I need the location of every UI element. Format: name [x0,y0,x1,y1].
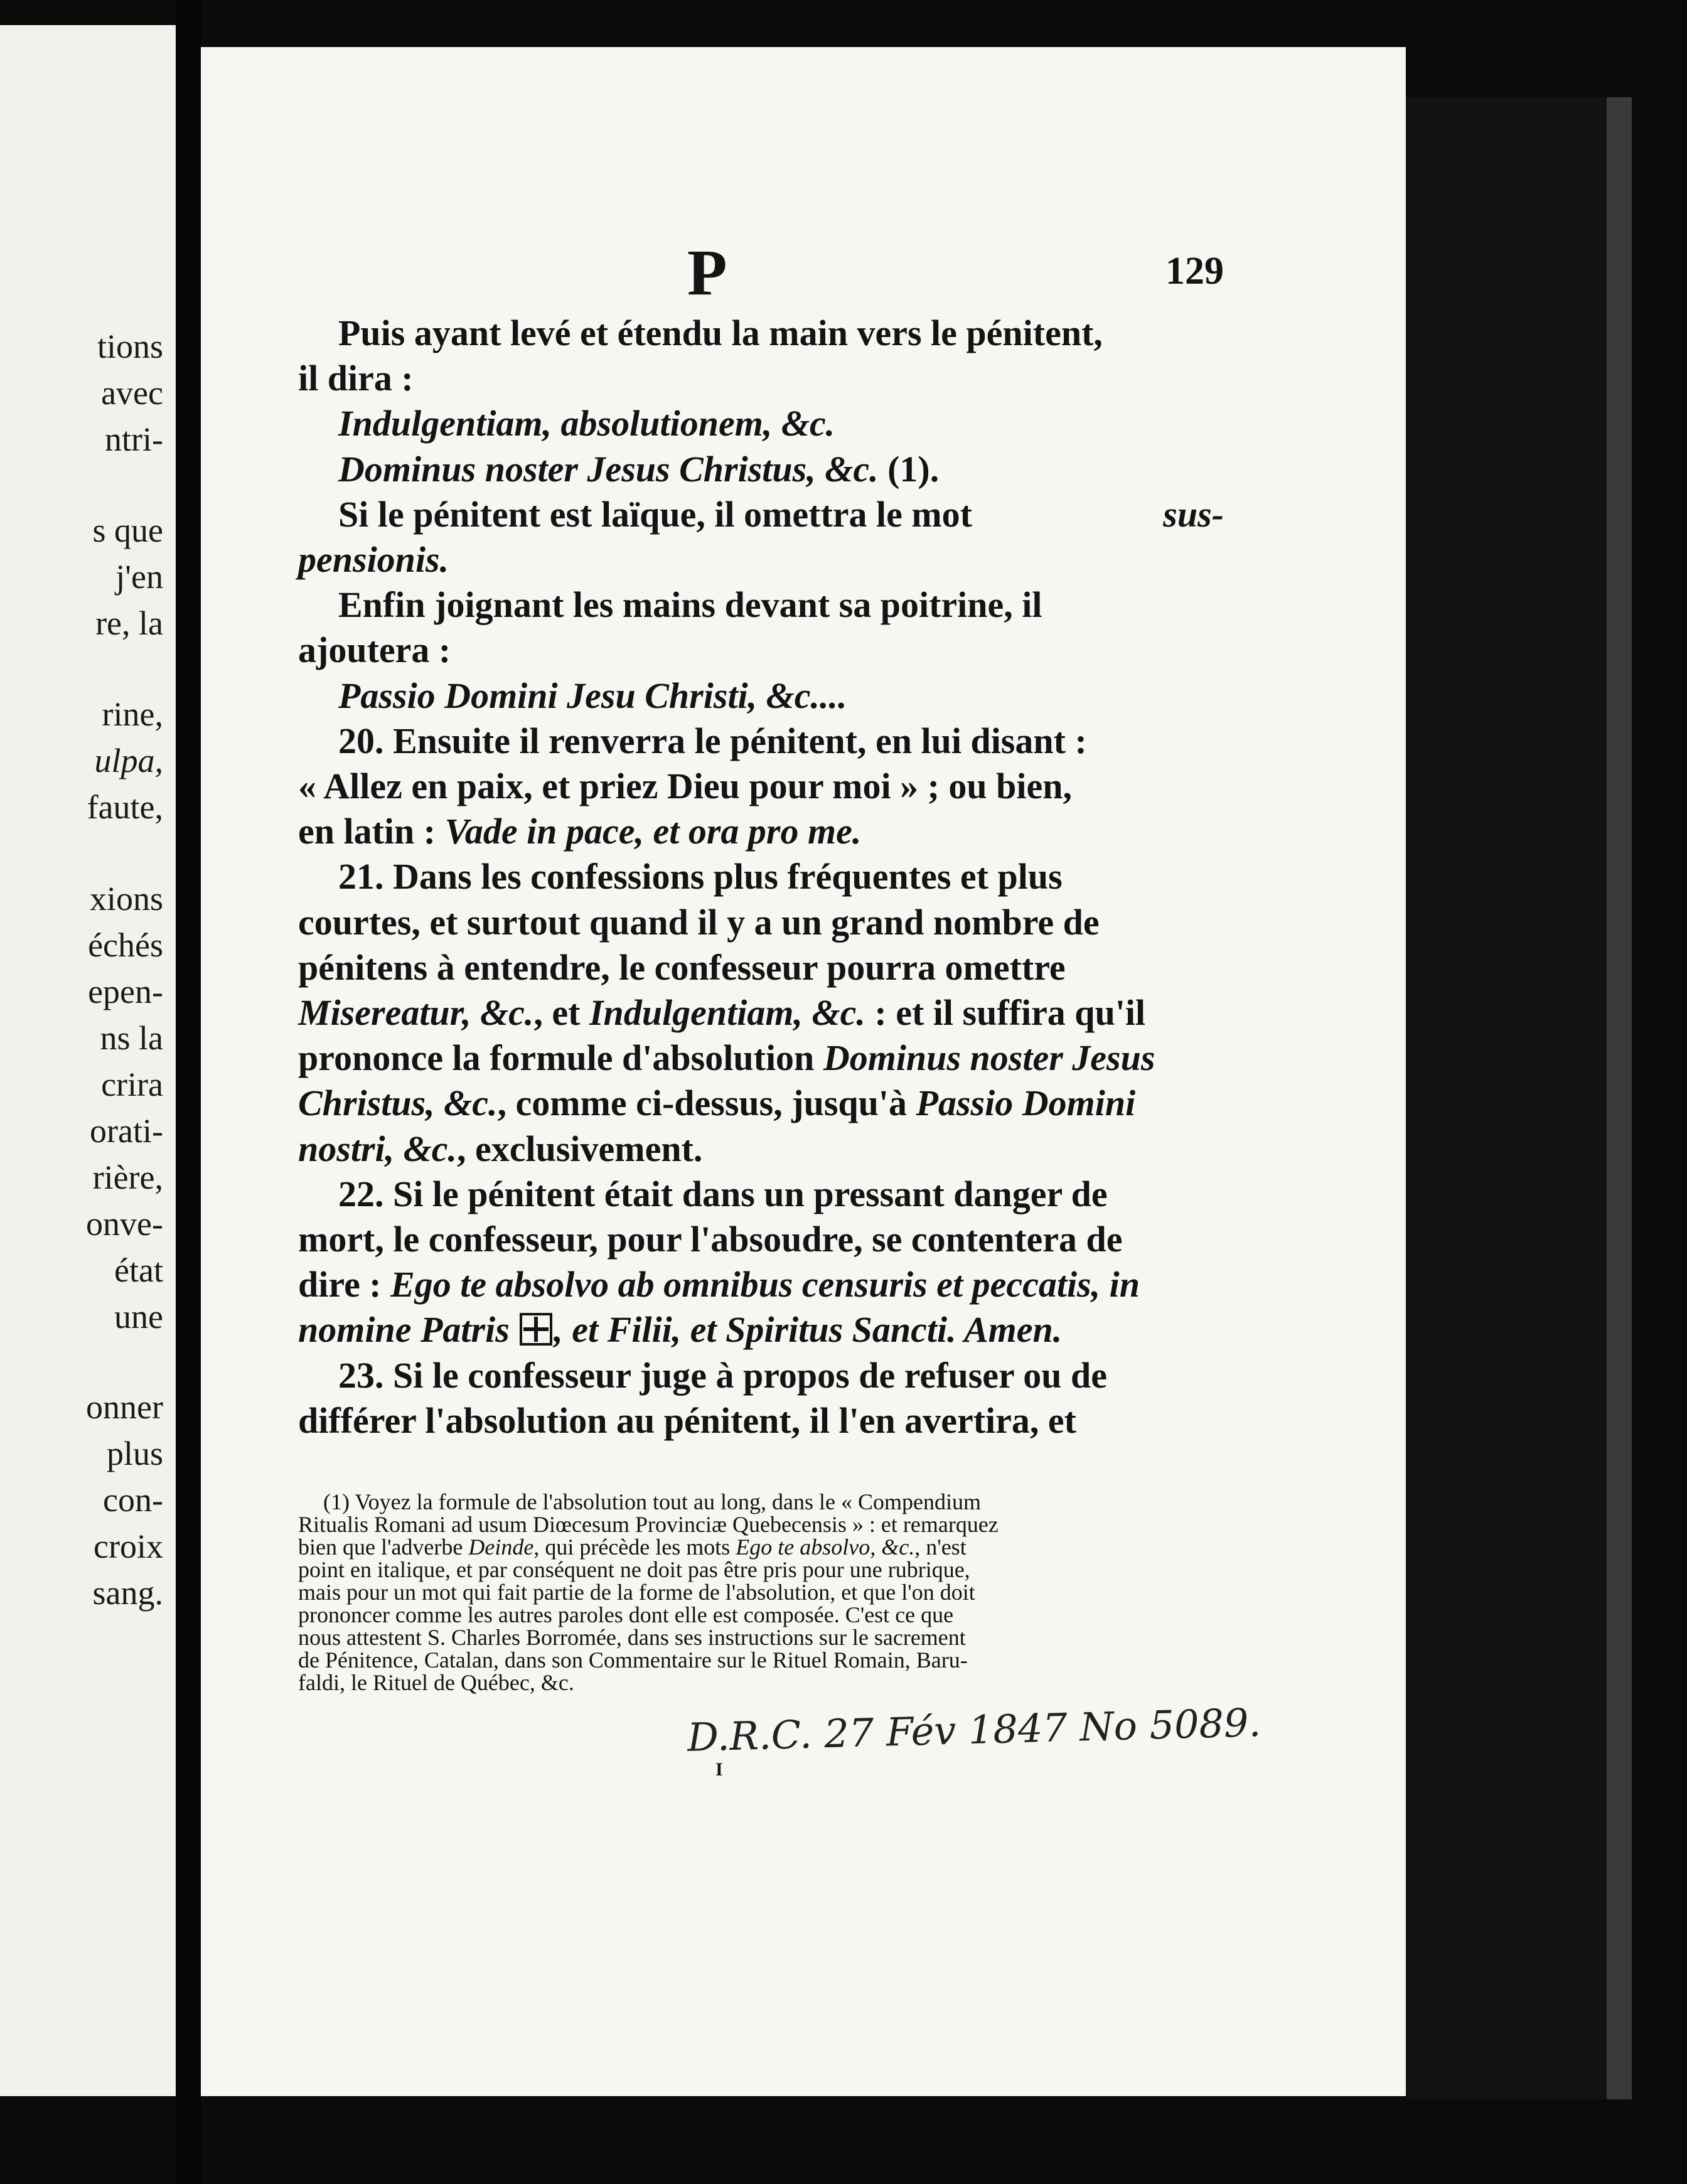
handwritten-annotation: D.R.C. 27 Fév 1847 No 5089. [687,1700,1261,1760]
paragraph-enfin [298,582,1224,673]
facing-page-word: orati- [90,1112,163,1150]
text-span: prononce la formule d'absolution [298,1037,823,1079]
text-span: bien que l'adverbe [298,1534,469,1560]
text-line [298,492,1224,537]
facing-page-word: état [114,1251,163,1289]
text-span: Ego te absolvo ab omnibus censuris et peccatis, in [390,1264,1140,1305]
text-span: , et [533,992,589,1034]
text-line: 23. Si le confesseur juge à propos de refuser ou de [338,1354,1107,1396]
text-span: , et Filii, et Spiritus Sancti. Amen. [554,1309,1063,1351]
text-line: ajoutera : [298,629,451,671]
facing-page-word: xions [89,880,163,918]
footnote [298,1491,1224,1694]
text-line: pensionis. [298,539,449,581]
text-span: , n'est [914,1534,967,1560]
facing-page-word: une [114,1298,163,1336]
text-line [298,1036,1224,1081]
text-line: courtes, et surtout quand il y a un grand nombre de [298,901,1100,943]
book-gutter [176,0,201,2184]
facing-page-word: rine, [102,695,163,733]
footnote-line [298,1649,1224,1671]
text-span: : et il suffira qu'il [865,992,1146,1034]
text-span: , comme ci-dessus, jusqu'à [497,1083,916,1124]
text-line [298,990,1224,1036]
edge-stripe [1607,97,1632,2099]
footnote-line [298,1626,1224,1649]
facing-page-word: ntri- [105,420,163,458]
facing-page-word: rière, [92,1159,163,1196]
formula-dominus [298,447,1224,492]
text-line: « Allez en paix, et priez Dieu pour moi » ; ou bien, [298,766,1073,807]
facing-page-word: onner [86,1388,163,1426]
footnote-line [298,1581,1224,1603]
text-line [298,1081,1224,1126]
footnote-line [298,1671,1224,1694]
cross-icon [520,1313,552,1346]
text-span: faldi, le Rituel de Québec, &c. [298,1670,574,1695]
text-span: Si le pénitent est laïque, il omettra le mot [338,493,972,535]
text-span: Ego te absolvo, &c. [736,1534,915,1560]
text-line: 21. Dans les confessions plus fréquentes et plus [338,856,1063,897]
text-span: , exclusivement. [457,1128,703,1169]
text-span: nostri, &c. [298,1128,457,1169]
text-span: Misereatur, &c. [298,992,534,1034]
paragraph-20 [298,719,1224,855]
formula-dominus-text: Dominus noster Jesus Christus, &c. [338,448,879,490]
text-line [298,809,1224,854]
signature-mark: I [715,1759,723,1780]
book-page [201,47,1406,2096]
formula-passio: Passio Domini Jesu Christi, &c.... [338,675,847,716]
facing-page-word: tions [97,328,163,365]
footnote-ref: (1). [878,448,940,490]
paragraph-23 [298,1353,1224,1443]
paragraph-puis [298,311,1224,401]
text-line [298,1127,1224,1172]
facing-page-word: sang. [92,1574,163,1612]
text-span: Ritualis Romani ad usum Diœcesum Provinciæ Quebecensis » : et remarquez [298,1512,999,1537]
paragraph-21 [298,854,1224,1171]
text-span: , qui précède les mots [533,1534,736,1560]
text-span: Dominus noster Jesus [823,1037,1155,1079]
text-line: Puis ayant levé et étendu la main vers le pénitent, [338,313,1103,353]
paragraph-22 [298,1172,1224,1353]
text-span: Indulgentiam, &c. [589,992,865,1034]
text-span: (1) Voyez la formule de l'absolution tout au long, dans le « Compendium [323,1489,981,1514]
text-span: Deinde [468,1534,534,1560]
facing-page-word: croix [94,1528,163,1565]
facing-page-word: re, la [95,604,163,642]
paragraph-laique [298,492,1224,582]
footnote-line [298,1513,1224,1536]
text-span: de Pénitence, Catalan, dans son Commentaire sur le Rituel Romain, Baru- [298,1647,968,1673]
facing-page-word: faute, [87,788,163,826]
text-span: dire : [298,1264,391,1305]
text-span: sus- [1163,493,1224,535]
section-letter: P [687,237,729,309]
running-head [298,235,1224,309]
facing-page-word: s que [92,511,163,549]
facing-page-fragment [0,25,176,2096]
facing-page-word: con- [103,1481,163,1519]
text-line: différer l'absolution au pénitent, il l'en avertira, et [298,1400,1076,1441]
facing-page-word: avec [101,374,163,412]
facing-page-word: plus [106,1435,163,1472]
footnote-line [298,1603,1224,1626]
text-line: 20. Ensuite il renverra le pénitent, en lui disant : [338,720,1087,761]
text-span: mais pour un mot qui fait partie de la forme de l'absolution, et que l'on doit [298,1580,975,1605]
page-number: 129 [1165,250,1224,292]
footnote-line [298,1536,1224,1558]
text-span: nomine Patris [298,1309,510,1351]
text-line: Enfin joignant les mains devant sa poitrine, il [338,584,1042,626]
facing-page-word: échés [88,926,163,964]
text-line: il dira : [298,358,414,399]
facing-page-word: ulpa, [94,742,163,779]
facing-page-word: epen- [88,973,163,1010]
text-line [298,1262,1224,1307]
facing-page-word: onve- [86,1205,163,1243]
formula-indulgentiam: Indulgentiam, absolutionem, &c. [338,403,835,444]
text-span: Passio Domini [916,1083,1136,1124]
text-span: Vade in pace, et ora pro me. [444,811,862,852]
footnote-line [298,1558,1224,1581]
text-line: 22. Si le pénitent était dans un pressant danger de [338,1173,1108,1214]
facing-page-word: crira [101,1066,163,1103]
body-text [298,311,1224,1443]
facing-page-word: ns la [100,1019,163,1057]
text-line: pénitens à entendre, le confesseur pourra omettre [298,946,1066,988]
text-line: mort, le confesseur, pour l'absoudre, se contentera de [298,1219,1123,1260]
footnote-line [298,1491,1224,1513]
text-line [298,1307,1224,1352]
text-span [298,1536,967,1558]
text-span: nous attestent S. Charles Borromée, dans ses instructions sur le sacrement [298,1625,966,1650]
facing-page-word: j'en [115,558,163,596]
text-span: point en italique, et par conséquent ne doit pas être pris pour une rubrique, [298,1557,970,1582]
page-stack-edge [1406,97,1632,2099]
text-span: en latin : [298,811,445,852]
text-span: Christus, &c. [298,1083,498,1124]
text-span: prononcer comme les autres paroles dont elle est composée. C'est ce que [298,1602,954,1627]
